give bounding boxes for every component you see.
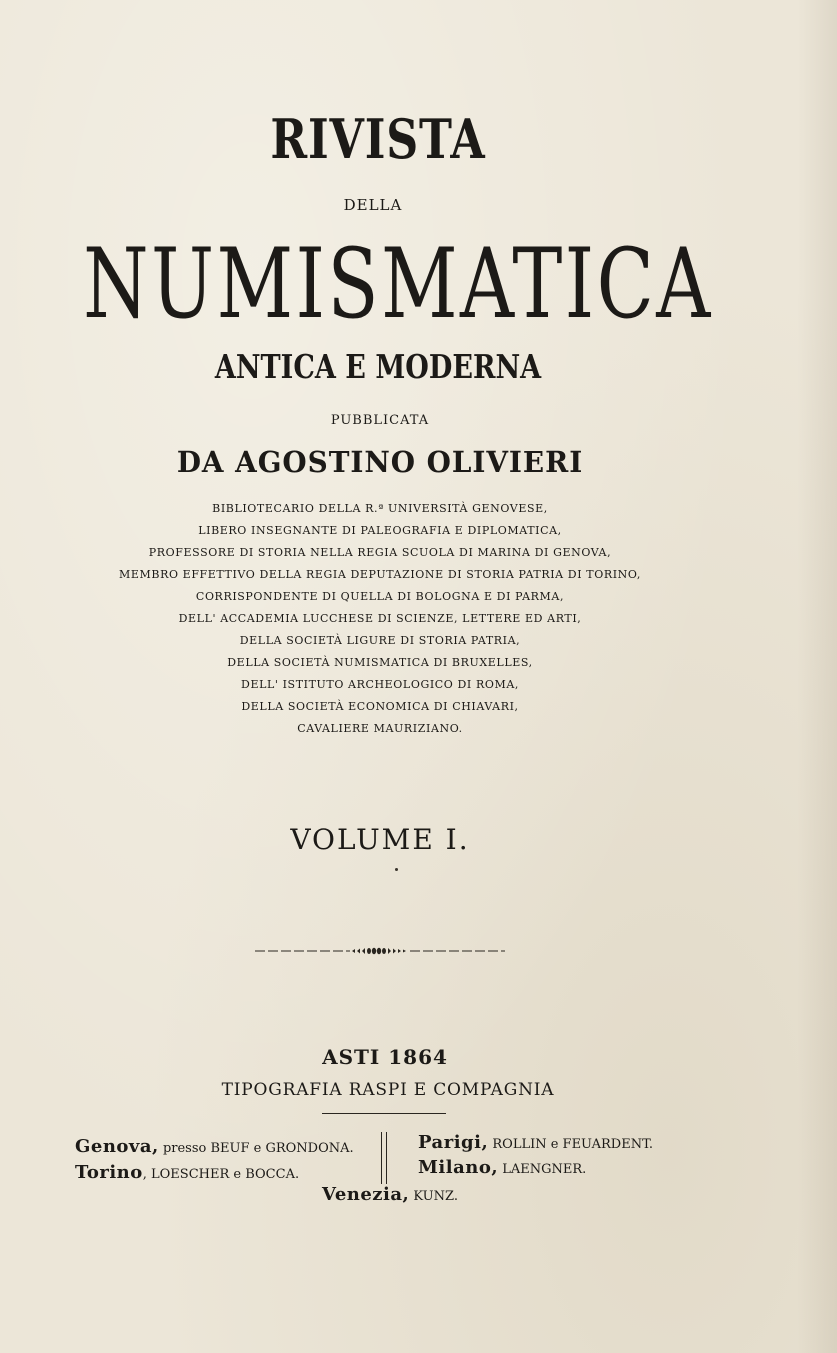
credential-line: LIBERO INSEGNANTE DI PALEOGRAFIA E DIPLOMATICA, [198,524,562,537]
distributor-name: , LOESCHER e BOCCA. [142,1167,300,1182]
imprint-printer: TIPOGRAFIA RASPI E COMPAGNIA [221,1080,555,1100]
credential-line: DELL' ACCADEMIA LUCCHESE DI SCIENZE, LETTERE ED ARTI, [178,612,582,625]
distributor-name: KUNZ. [409,1189,458,1204]
volume-number: VOLUME I. [290,823,470,856]
credential-line: DELLA SOCIETÀ ECONOMICA DI CHIAVARI, [241,700,519,713]
distributor-city: Venezia, [322,1184,410,1205]
distributor-venezia [322,1186,458,1204]
credential-line: BIBLIOTECARIO DELLA R.ª UNIVERSITÀ GENOVESE, [212,502,548,515]
ink-speck [395,868,398,871]
distributor-milano [418,1159,586,1177]
distributor-name: ROLLIN e FEUARDENT. [488,1137,653,1152]
title-numismatica: NUMISMATICA [83,228,713,340]
publisher-intro: PUBBLICATA [330,413,430,428]
distributor-torino [75,1164,299,1182]
credential-line: CORRISPONDENTE DI QUELLA DI BOLOGNA E DI PARMA, [195,590,565,603]
distributor-parigi [418,1134,653,1152]
credential-line: CAVALIERE MAURIZIANO. [297,722,463,735]
credential-line: DELLA SOCIETÀ LIGURE DI STORIA PATRIA, [239,634,521,647]
distributor-city: Genova, [75,1136,159,1157]
distributor-separator [381,1132,387,1184]
distributor-city: Parigi, [418,1132,489,1153]
credential-line: DELL' ISTITUTO ARCHEOLOGICO DI ROMA, [241,678,519,691]
title-rivista: RIVISTA [270,107,486,171]
distributor-city: Milano, [418,1157,499,1178]
credential-line: PROFESSORE DI STORIA NELLA REGIA SCUOLA DI MARINA DI GENOVA, [148,546,612,559]
imprint-place-year: ASTI 1864 [322,1045,448,1069]
credential-line: DELLA SOCIETÀ NUMISMATICA DI BRUXELLES, [227,656,533,669]
distributor-name: presso BEUF e GRONDONA. [158,1141,354,1156]
distributor-city: Torino [75,1162,143,1183]
title-subtitle: ANTICA E MODERNA [214,347,542,386]
credential-line: MEMBRO EFFETTIVO DELLA REGIA DEPUTAZIONE DI STORIA PATRIA DI TORINO, [119,568,641,581]
author-credentials [0,498,760,740]
ornamental-divider [255,946,505,956]
imprint-rule [322,1113,446,1114]
distributor-name: LAENGNER. [498,1162,587,1177]
distributor-genova [75,1138,354,1156]
title-della: DELLA [343,196,403,214]
author-name: DA AGOSTINO OLIVIERI [176,445,584,479]
page-edge-shadow [797,0,837,1353]
